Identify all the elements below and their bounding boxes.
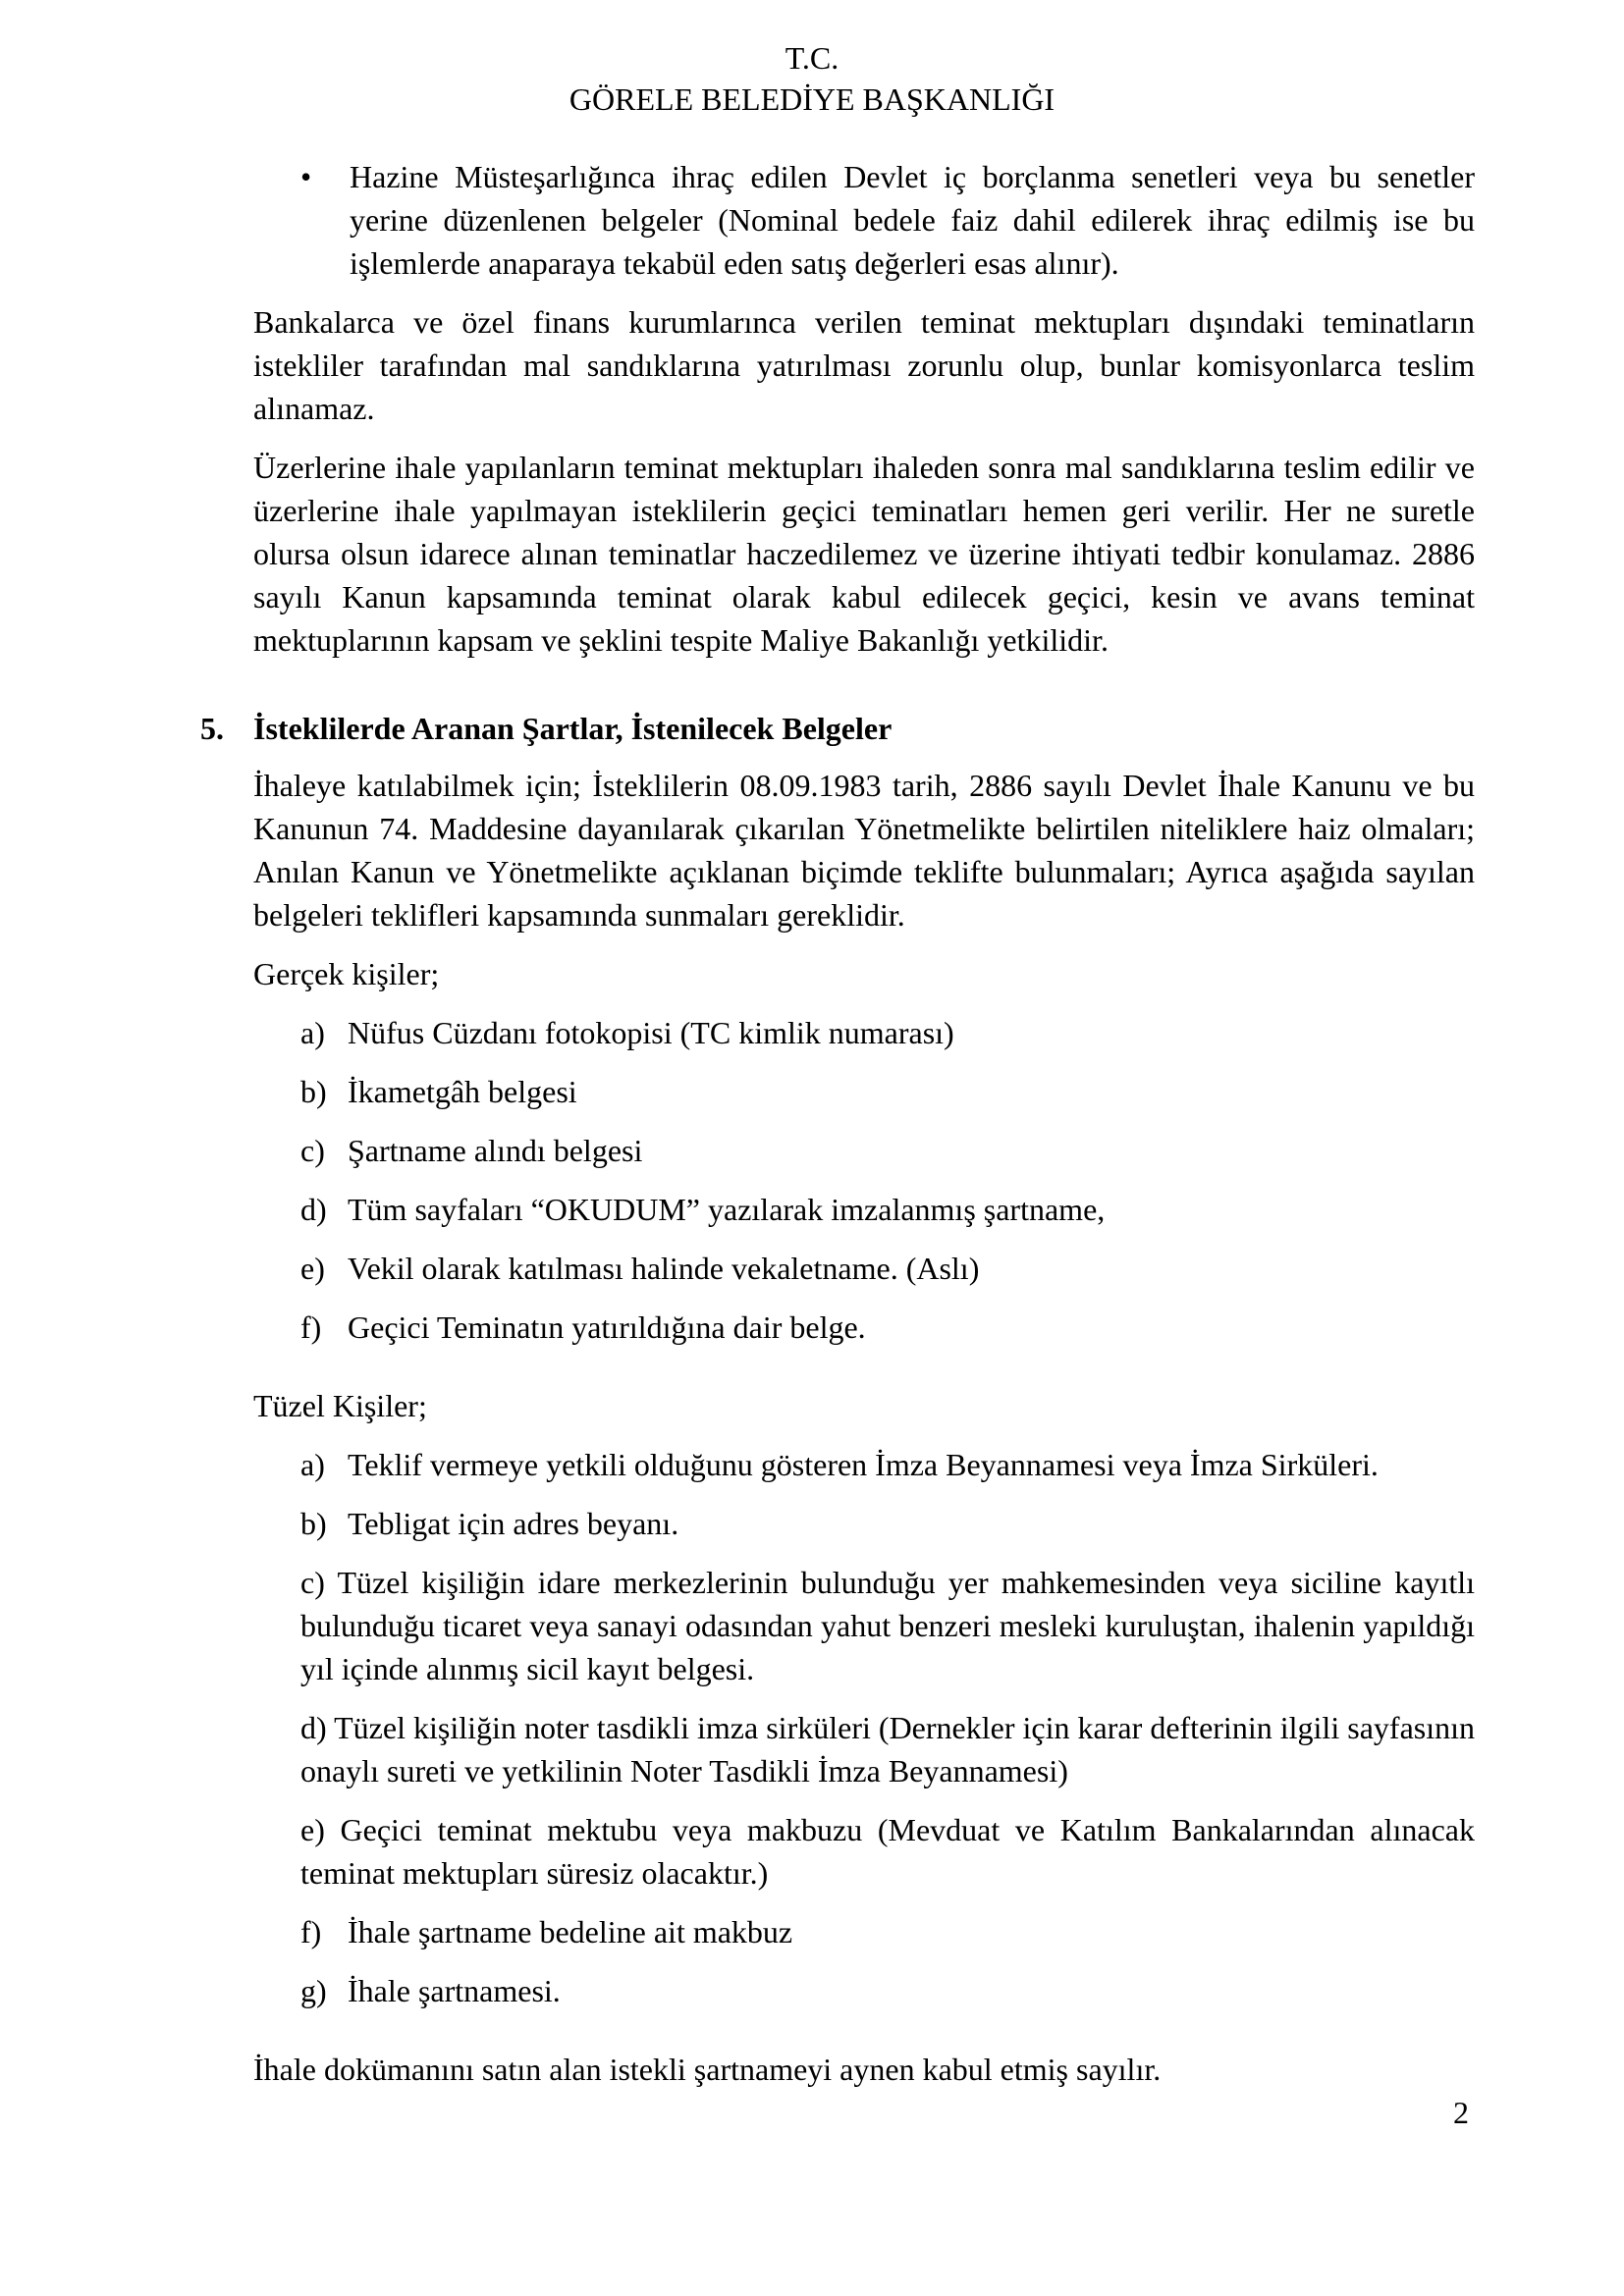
list-item <box>300 1247 1475 1290</box>
subheading-gercek: Gerçek kişiler; <box>253 956 440 991</box>
paragraph: Bankalarca ve özel finans kurumlarınca verilen teminat mektupları dışındaki teminatların istekliler tarafından mal sandıklarına yatırılması zorunlu olup, bunlar komisyonlarca teslim alınamaz. <box>253 304 1475 426</box>
list-marker: d) <box>300 1192 327 1227</box>
list-item <box>300 1188 1475 1231</box>
list-text: İkametgâh belgesi <box>348 1074 577 1109</box>
section-intro: İhaleye katılabilmek için; İsteklilerin 08.09.1983 tarih, 2886 sayılı Devlet İhale Kanunu ve bu Kanunun 74. Maddesine dayanılarak çıkarılan Yönetmelikte belirtilen niteliklere haiz olmaları; Anılan Kanun ve Yönetmelikte açıklanan biçimde teklifte bulunmaları; Ayrıca aşağıda sayılan belgeleri teklifleri kapsamında sunmaları gereklidir. <box>253 768 1475 933</box>
list-marker: a) <box>300 1447 325 1482</box>
list-item-wrapped: d) Tüzel kişiliğin noter tasdikli imza sirküleri (Dernekler için karar defterinin ilgili sayfasının onaylı sureti ve yetkilinin Noter Tasdikli İmza Beyannamesi) <box>300 1710 1475 1789</box>
list-item <box>300 1969 1475 2012</box>
list-item-wrapped: e) Geçici teminat mektubu veya makbuzu (Mevduat ve Katılım Bankalarından alınacak teminat mektupları süresiz olacaktır.) <box>300 1812 1475 1891</box>
bullet-item <box>253 155 1475 285</box>
paragraph: Üzerlerine ihale yapılanların teminat mektupları ihaleden sonra mal sandıklarına teslim edilir ve üzerlerine ihale yapılmayan isteklilerin geçici teminatları hemen geri verilir. Her ne suretle olursa olsun idarece alınan teminatlar haczedilemez ve üzerine ihtiyati tedbir konulamaz. 2886 sayılı Kanun kapsamında teminat olarak kabul edilecek geçici, kesin ve avans teminat mektuplarının kapsam ve şeklini tespite Maliye Bakanlığı yetkilidir. <box>253 450 1475 658</box>
list-item <box>300 1070 1475 1113</box>
bullet-text: Hazine Müsteşarlığınca ihraç edilen Devlet iç borçlanma senetleri veya bu senetler yerine düzenlenen belgeler (Nominal bedele faiz dahil edilerek ihraç edilmiş ise bu işlemlerde anaparaya tekabül eden satış değerleri esas alınır). <box>350 159 1475 281</box>
bullet-icon: • <box>300 159 312 194</box>
list-item <box>300 1306 1475 1349</box>
list-text: Şartname alındı belgesi <box>348 1133 643 1168</box>
list-marker: b) <box>300 1074 327 1109</box>
document-body <box>200 155 1475 2107</box>
header-line-tc: T.C. <box>785 40 839 76</box>
list-text: Geçici Teminatın yatırıldığına dair belge. <box>348 1309 866 1345</box>
list-item <box>300 1502 1475 1545</box>
list-text: Teklif vermeye yetkili olduğunu gösteren İmza Beyannamesi veya İmza Sirküleri. <box>348 1447 1379 1482</box>
list-marker: g) <box>300 1973 327 2008</box>
section-heading <box>200 707 1475 750</box>
list-text: Nüfus Cüzdanı fotokopisi (TC kimlik numarası) <box>348 1015 954 1050</box>
list-item <box>300 1011 1475 1054</box>
page-header <box>0 37 1624 120</box>
closing-paragraph: İhale dokümanını satın alan istekli şartnameyi aynen kabul etmiş sayılır. <box>253 2052 1162 2087</box>
list-text: İhale şartnamesi. <box>348 1973 561 2008</box>
section-title: İsteklilerde Aranan Şartlar, İstenilecek Belgeler <box>253 711 893 746</box>
tuzel-list <box>253 1443 1475 2012</box>
list-item <box>300 1129 1475 1172</box>
list-item-wrapped: c) Tüzel kişiliğin idare merkezlerinin bulunduğu yer mahkemesinden veya siciline kayıtlı bulunduğu ticaret veya sanayi odasından yahut benzeri mesleki kuruluştan, ihalenin yapıldığı yıl içinde alınmış sicil kayıt belgesi. <box>300 1565 1475 1686</box>
subheading-tuzel: Tüzel Kişiler; <box>253 1388 427 1423</box>
list-marker: e) <box>300 1251 325 1286</box>
list-text: İhale şartname bedeline ait makbuz <box>348 1914 793 1949</box>
list-marker: f) <box>300 1309 322 1345</box>
gercek-list <box>253 1011 1475 1349</box>
list-item <box>300 1910 1475 1953</box>
list-marker: f) <box>300 1914 322 1949</box>
page-number: 2 <box>1453 2095 1469 2130</box>
list-marker: a) <box>300 1015 325 1050</box>
list-text: Tebligat için adres beyanı. <box>348 1506 679 1541</box>
header-line-institution: GÖRELE BELEDİYE BAŞKANLIĞI <box>568 81 1056 117</box>
list-text: Tüm sayfaları “OKUDUM” yazılarak imzalanmış şartname, <box>348 1192 1106 1227</box>
section-number: 5. <box>200 711 224 746</box>
list-marker: b) <box>300 1506 327 1541</box>
list-text: Vekil olarak katılması halinde vekaletname. (Aslı) <box>348 1251 980 1286</box>
list-marker: c) <box>300 1133 325 1168</box>
list-item <box>300 1443 1475 1486</box>
